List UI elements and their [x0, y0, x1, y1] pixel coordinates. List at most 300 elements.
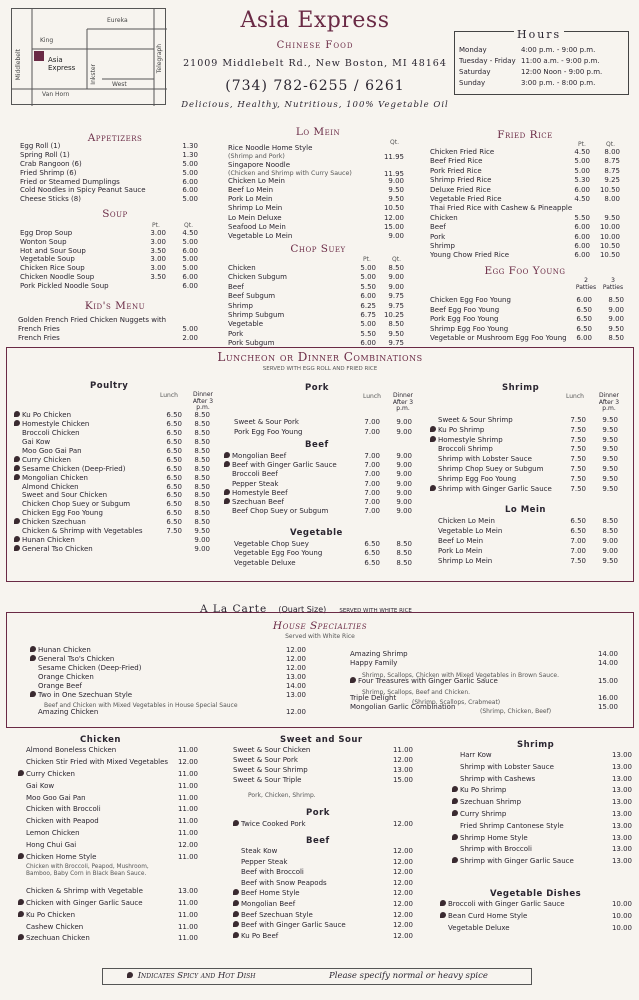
menu-item-name: [228, 273, 287, 282]
menu-item-price: 12.00: [285, 664, 306, 672]
menu-item-price-small: 7.50: [570, 416, 586, 424]
menu-item-name: [18, 841, 76, 850]
menu-item-price-small: 6.50: [570, 517, 586, 525]
menu-item-price: 9.50: [602, 484, 618, 493]
menu-item-price: 12.00: [392, 889, 413, 898]
menu-item-price: 9.75: [388, 292, 404, 301]
menu-item-price: 11.00: [177, 922, 198, 931]
menu-item-name: [18, 782, 54, 791]
menu-item-name: [14, 429, 80, 438]
menu-item-price: 11.00: [177, 769, 198, 778]
menu-item-name: [430, 148, 494, 157]
menu-item-text: Chicken Fried Rice: [430, 148, 495, 156]
menu-item-name: [228, 161, 290, 170]
menu-item-name: [228, 186, 273, 195]
hours-time: 3:00 p.m. - 8:00 p.m.: [521, 79, 596, 87]
shrimp-list: [452, 751, 632, 869]
menu-item: [440, 900, 632, 912]
menu-item: [233, 868, 413, 879]
menu-item-text: Pepper Steak: [241, 857, 288, 866]
menu-item-price: 5.00: [182, 324, 198, 333]
menu-item-text: Pork Pickled Noodle Soup: [20, 281, 109, 290]
spicy-icon: [233, 921, 239, 927]
menu-item-text: Gai Kow: [26, 781, 55, 790]
menu-item-name: [30, 646, 91, 655]
menu-item-name: [452, 845, 532, 854]
combo-lomein-list: [438, 517, 618, 567]
combo-shrimp-list: [430, 416, 618, 494]
hours-row: [459, 46, 595, 54]
menu-item-text: Szechuan Beef: [232, 497, 284, 506]
spicy-icon: [452, 810, 458, 816]
menu-item: [18, 782, 198, 794]
spicy-icon: [233, 900, 239, 906]
menu-item: [452, 786, 632, 798]
menu-item-name: [224, 498, 284, 507]
menu-item-price-small: 6.50: [576, 315, 592, 324]
spicy-icon: [430, 436, 436, 442]
menu-item: [228, 283, 404, 292]
menu-item-text: French Fries: [18, 333, 60, 342]
menu-item: [233, 858, 413, 869]
menu-item-text: Chicken: [228, 264, 256, 272]
menu-item-name: [14, 438, 50, 447]
menu-item-text: Two in One Szechuan Style: [38, 691, 133, 699]
menu-item-text: Shrimp with Cashews: [460, 774, 536, 783]
menu-item-price-small: 5.50: [360, 329, 376, 338]
combo-vegetable-title: Vegetable: [290, 528, 343, 538]
spicy-icon: [14, 420, 20, 426]
chopsuey-title: Chop Suey: [290, 243, 346, 255]
menu-item-price: 8.50: [194, 509, 210, 518]
menu-item-price: 6.00: [182, 281, 198, 290]
menu-item-text: Chicken Subgum: [228, 273, 287, 282]
menu-item: [233, 766, 413, 776]
menu-item-text: Hunan Chicken: [22, 536, 75, 545]
menu-item-text: Chicken Szechuan: [22, 518, 86, 527]
menu-item: [224, 452, 412, 461]
menu-item-price-small: 7.50: [570, 445, 586, 454]
combo-pork-list: [234, 418, 412, 437]
menu-item-text: Shrimp with Ginger Garlic Sauce: [460, 857, 574, 866]
menu-item-price: 8.50: [396, 558, 412, 567]
eggfooyoung-list: [430, 296, 624, 344]
menu-item-text: Almond Boneless Chicken: [26, 746, 117, 754]
menu-item-name: [224, 507, 328, 516]
menu-item-name: [430, 242, 455, 251]
menu-item-text: Rice Noodle Home Style: [228, 144, 313, 152]
spicy-icon: [18, 853, 24, 859]
menu-item: [233, 879, 413, 890]
combo-beef-list: [224, 452, 412, 516]
house-happy-note: Shrimp, Scallops, Chicken with Mixed Vegetables in Brown Sauce.: [362, 672, 559, 679]
menu-item-name: [30, 682, 82, 691]
menu-item-price: 8.50: [194, 419, 210, 428]
menu-item-text: Sesame Chicken (Deep-Fried): [38, 664, 142, 672]
chopsuey-list: [228, 264, 404, 349]
menu-item-price: 12.00: [285, 708, 306, 716]
menu-item-name: [430, 251, 509, 260]
menu-item-text: Vegetable Chop Suey: [234, 540, 309, 548]
menu-item-name: [233, 847, 277, 856]
menu-item: [18, 934, 198, 946]
menu-item: [452, 834, 632, 846]
shrimp-title: Shrimp: [517, 740, 555, 750]
menu-item-text: Shrimp Lo Mein: [438, 557, 493, 565]
menu-item-text: Mongolian Garlic Combination: [350, 703, 456, 711]
menu-item-price: 11.00: [177, 829, 198, 838]
menu-item-name: [14, 465, 125, 474]
menu-item: [233, 776, 413, 786]
menu-item-price: 8.50: [608, 334, 624, 343]
soup-col-qt: Qt.: [184, 222, 193, 229]
menu-item-text: General Tso Chicken: [22, 545, 93, 554]
menu-item-price-small: 6.50: [166, 482, 182, 491]
menu-item-price-small: 6.50: [576, 305, 592, 314]
menu-item-name: [14, 491, 107, 500]
menu-item: [14, 465, 210, 474]
menu-item: [224, 498, 412, 507]
combo-beef-title: Beef: [305, 440, 329, 450]
menu-item-name: [14, 518, 86, 527]
spicy-icon: [14, 474, 20, 480]
menu-item-text: Egg Drop Soup: [20, 229, 73, 237]
menu-item: [234, 549, 412, 558]
menu-item-price-small: 6.50: [364, 558, 380, 567]
menu-item-price: 10.50: [599, 185, 620, 194]
menu-item-text: Beef Szechuan Style: [241, 910, 313, 919]
menu-item-text: Broccoli Beef: [232, 470, 278, 479]
menu-item-price: 11.00: [177, 805, 198, 814]
combo-shrimp-lunch-label: Lunch: [566, 393, 584, 400]
menu-item: [234, 540, 412, 549]
menu-item-name: [224, 461, 337, 470]
menu-item: [20, 186, 198, 195]
menu-item-price: 9.00: [396, 479, 412, 488]
menu-item-price: 12.00: [392, 899, 413, 908]
menu-item-text: Vegetable or Mushroom Egg Foo Young: [430, 334, 567, 343]
kids-list: [18, 316, 198, 342]
menu-item: [228, 264, 404, 273]
menu-item-name: [430, 475, 516, 484]
menu-item-price: 13.00: [285, 691, 306, 699]
menu-item-name: [228, 302, 253, 311]
menu-item: [233, 911, 413, 922]
menu-item-name: [233, 900, 295, 909]
menu-item-price-small: 5.00: [360, 273, 376, 282]
menu-item-price: 8.50: [194, 437, 210, 446]
menu-item-name: [18, 805, 101, 814]
menu-item: [452, 822, 632, 834]
menu-item-name: [18, 923, 83, 932]
menu-item-name: [430, 296, 511, 305]
menu-item-price: 13.00: [285, 673, 306, 681]
restaurant-phone: (734) 782-6255 / 6261: [225, 78, 405, 94]
menu-item-text: Curry Shrimp: [460, 809, 507, 818]
chopsuey-col-pt: Pt.: [363, 256, 371, 263]
menu-item-price: 12.00: [392, 820, 413, 828]
menu-item: [18, 899, 198, 911]
menu-item-price: 8.50: [602, 517, 618, 525]
menu-item-text: Twice Cooked Pork: [241, 820, 306, 828]
menu-item-price: 9.50: [608, 324, 624, 333]
menu-item-name: [30, 691, 132, 700]
menu-item-text: Ku Po Shrimp: [460, 786, 507, 795]
menu-item-price-small: 6.50: [576, 324, 592, 333]
menu-item-price: 9.00: [388, 282, 404, 291]
menu-item-price: 9.50: [388, 329, 404, 338]
menu-item-price: 8.50: [396, 540, 412, 548]
menu-item-text: Deluxe Fried Rice: [430, 185, 491, 194]
menu-item-text: Vegetable Deluxe: [448, 924, 510, 932]
house-triple-note: (Shrimp, Scallops, Crabmeat): [412, 699, 501, 706]
menu-item-text: Beef Lo Mein: [438, 537, 484, 545]
footer-spice-note: Please specify normal or heavy spice: [329, 971, 488, 981]
menu-item-name: [350, 659, 397, 668]
menu-item-text: General Tso's Chicken: [38, 655, 115, 663]
menu-item-price: 8.50: [608, 296, 624, 304]
menu-item-price-small: 7.00: [570, 547, 586, 555]
menu-item-name: [438, 527, 502, 536]
menu-item-name: [14, 483, 79, 492]
menu-item: [20, 178, 198, 187]
menu-item-price: 13.00: [611, 821, 632, 830]
map-street-telegraph: Telegraph: [156, 44, 163, 74]
menu-item-price-small: 6.00: [360, 339, 376, 348]
house-twoinone-note: Beef and Chicken with Mixed Vegetables in House Special Sauce: [44, 702, 238, 709]
menu-item: [14, 527, 210, 536]
menu-item-text: Beef with Ginger Garlic Sauce: [241, 921, 346, 930]
menu-item-price-small: 7.50: [570, 425, 586, 434]
menu-item-text: Chicken & Shrimp with Vegetables: [22, 527, 143, 536]
menu-item-price: 11.00: [177, 853, 198, 862]
menu-item-name: [430, 465, 543, 474]
combinations-subtitle: SERVED WITH EGG ROLL AND FRIED RICE: [262, 366, 378, 372]
menu-item-price: 6.00: [182, 177, 198, 186]
menu-item-price-small: 6.00: [574, 185, 590, 194]
menu-item-text: Lemon Chicken: [26, 829, 80, 838]
menu-item: [224, 489, 412, 498]
menu-item: [452, 798, 632, 810]
menu-item-price-small: 6.00: [576, 296, 592, 304]
menu-item-text: Mongolian Beef: [232, 452, 287, 460]
menu-item-text: Young Chow Fried Rice: [430, 251, 510, 260]
menu-item: [20, 169, 198, 178]
menu-item: [224, 470, 412, 479]
menu-item: [18, 758, 198, 770]
menu-item-name: [20, 169, 76, 178]
menu-item-name: [430, 455, 532, 464]
menu-item-text: Hunan Chicken: [38, 646, 91, 654]
soup-title: Soup: [102, 208, 128, 220]
menu-item-text: Curry Chicken: [22, 455, 71, 464]
alacarte-subtitle: SERVED WITH WHITE RICE: [339, 608, 412, 614]
menu-item-price-small: 7.00: [364, 461, 380, 470]
menu-item-name: [224, 470, 278, 479]
menu-item-price: 1.30: [182, 150, 198, 159]
friedrice-col-qt: Qt.: [606, 141, 615, 148]
menu-item-price: 10.00: [611, 924, 632, 932]
menu-item-text: Steak Kow: [241, 847, 278, 855]
combinations-title: Luncheon or Dinner Combinations: [217, 350, 423, 364]
menu-item-text: Moo Goo Gai Pan: [26, 793, 86, 802]
menu-item-name: [18, 746, 116, 755]
menu-item: [14, 474, 210, 483]
menu-item-text: Seafood Lo Mein: [228, 222, 286, 231]
menu-item-price-small: 6.50: [166, 491, 182, 500]
menu-item-text: Chicken Noodle Soup: [20, 272, 95, 281]
menu-item-name: [228, 320, 263, 329]
sweetsour-title: Sweet and Sour: [280, 735, 363, 745]
menu-item-price: 9.00: [388, 231, 404, 240]
menu-item: [440, 912, 632, 924]
soup-col-pt: Pt.: [152, 222, 160, 229]
menu-item-price: 8.50: [194, 464, 210, 473]
menu-item-name: [430, 325, 508, 334]
menu-item-text: Chicken with Broccoli: [26, 805, 101, 814]
menu-item: [18, 805, 198, 817]
menu-item: [350, 650, 618, 659]
map-street-vanhorn: Van Horn: [42, 91, 70, 98]
menu-item-price: 13.00: [611, 774, 632, 783]
menu-item: [228, 161, 404, 170]
menu-item-note: [228, 153, 404, 161]
menu-item-text: Amazing Shrimp: [350, 650, 408, 658]
menu-item: [224, 461, 412, 470]
menu-item-name: [440, 912, 527, 921]
menu-item-name: [224, 452, 286, 461]
menu-item: [430, 157, 620, 166]
menu-item-price: 5.00: [182, 168, 198, 177]
pork-title: Pork: [306, 808, 330, 818]
spicy-icon: [233, 911, 239, 917]
spicy-icon: [14, 456, 20, 462]
footer-legend-text: Indicates Spicy and Hot Dish: [137, 971, 256, 981]
menu-item: [20, 264, 198, 273]
menu-item-price: 8.00: [604, 148, 620, 156]
menu-item-text: Orange Beef: [38, 682, 82, 690]
spicy-icon: [30, 655, 36, 661]
menu-item-price: 13.00: [611, 857, 632, 866]
menu-item-name: [233, 820, 306, 829]
menu-item-name: [233, 746, 310, 755]
menu-item-name: [350, 650, 408, 659]
menu-item-price-small: 4.50: [574, 194, 590, 203]
menu-item-name: [20, 247, 86, 256]
spicy-icon: [233, 820, 239, 826]
menu-item-name: [233, 766, 308, 775]
menu-item: [18, 770, 198, 782]
menu-item: [452, 775, 632, 787]
menu-item-price: 10.00: [611, 912, 632, 920]
menu-item-text: Shrimp Lo Mein: [228, 204, 283, 213]
spicy-icon: [233, 932, 239, 938]
menu-item-text: Beef with Snow Peapods: [241, 878, 327, 887]
menu-item-price: 12.00: [285, 655, 306, 663]
menu-item-price-small: 7.50: [570, 484, 586, 493]
eggfooyoung-title: Egg Foo Young: [484, 265, 566, 277]
menu-item-name: [234, 549, 322, 558]
menu-item-name: [452, 798, 521, 807]
menu-item-price-small: 7.00: [364, 427, 380, 436]
menu-item: [18, 316, 198, 325]
menu-item-name: [452, 810, 506, 819]
combo-poultry-title: Poultry: [90, 381, 129, 391]
menu-item-price: 15.00: [597, 703, 618, 711]
house-mongolian-note: (Shrimp, Chicken, Beef): [480, 708, 552, 715]
menu-item-price: 5.00: [182, 159, 198, 168]
spicy-icon: [18, 770, 24, 776]
menu-item-text: Hong Chui Gai: [26, 841, 77, 850]
menu-item-text: Mongolian Chicken: [22, 473, 88, 482]
restaurant-title: Asia Express: [240, 8, 390, 33]
menu-item-text: Pork: [228, 329, 244, 338]
menu-item-text: Vegetable Soup: [20, 255, 75, 264]
menu-item: [452, 857, 632, 869]
menu-item: [18, 923, 198, 935]
menu-item-price-small: 5.00: [360, 264, 376, 272]
menu-item-text: Ku Po Beef: [241, 931, 279, 940]
menu-item-price-small: 7.00: [364, 488, 380, 497]
menu-item: [430, 233, 620, 242]
menu-item-name: [430, 233, 445, 242]
menu-item-name: [452, 822, 564, 831]
menu-item-price: 10.00: [599, 223, 620, 232]
menu-item-name: [452, 857, 574, 866]
menu-item: [14, 438, 210, 447]
menu-item-price-small: 6.50: [364, 540, 380, 548]
menu-item: [14, 411, 210, 420]
menu-item-text: Almond Chicken: [22, 482, 79, 491]
menu-item: [430, 204, 620, 213]
menu-item-name: [14, 536, 75, 545]
menu-item-name: [234, 418, 299, 427]
menu-item-name: [14, 500, 130, 509]
menu-item: [430, 306, 624, 316]
restaurant-subtitle: Chinese Food: [276, 40, 354, 51]
footer-legend: [102, 968, 532, 985]
menu-item-name: [430, 436, 503, 445]
menu-item-price: 9.00: [602, 547, 618, 555]
menu-item-text: Singapore Noodle: [228, 160, 291, 169]
menu-item-price: 9.00: [602, 537, 618, 545]
menu-item-name: [233, 858, 287, 867]
menu-item-name: [234, 428, 302, 437]
menu-item: [228, 292, 404, 301]
menu-item-price: 13.00: [611, 751, 632, 759]
menu-item: [20, 255, 198, 264]
menu-item-price-small: 6.50: [166, 419, 182, 428]
menu-item: [228, 311, 404, 320]
menu-item-price-small: 7.00: [364, 418, 380, 426]
menu-item-name: [233, 911, 313, 920]
menu-item-price: 9.00: [608, 305, 624, 314]
menu-item-price: 12.00: [392, 847, 413, 855]
menu-item-name: [228, 214, 282, 223]
chicken-list: [18, 746, 198, 946]
menu-item-price: 11.95: [383, 169, 404, 178]
spicy-icon: [127, 972, 133, 978]
menu-item-price: 9.00: [396, 418, 412, 426]
map-streets: [12, 9, 167, 106]
menu-item-price: 10.25: [383, 310, 404, 319]
menu-item-price: 4.50: [182, 229, 198, 237]
spicy-icon: [430, 426, 436, 432]
menu-item-text: Hot and Sour Soup: [20, 246, 86, 255]
menu-item-text: Beef: [228, 282, 244, 291]
menu-item-name: [20, 151, 70, 160]
menu-item-price: 12.00: [392, 878, 413, 887]
